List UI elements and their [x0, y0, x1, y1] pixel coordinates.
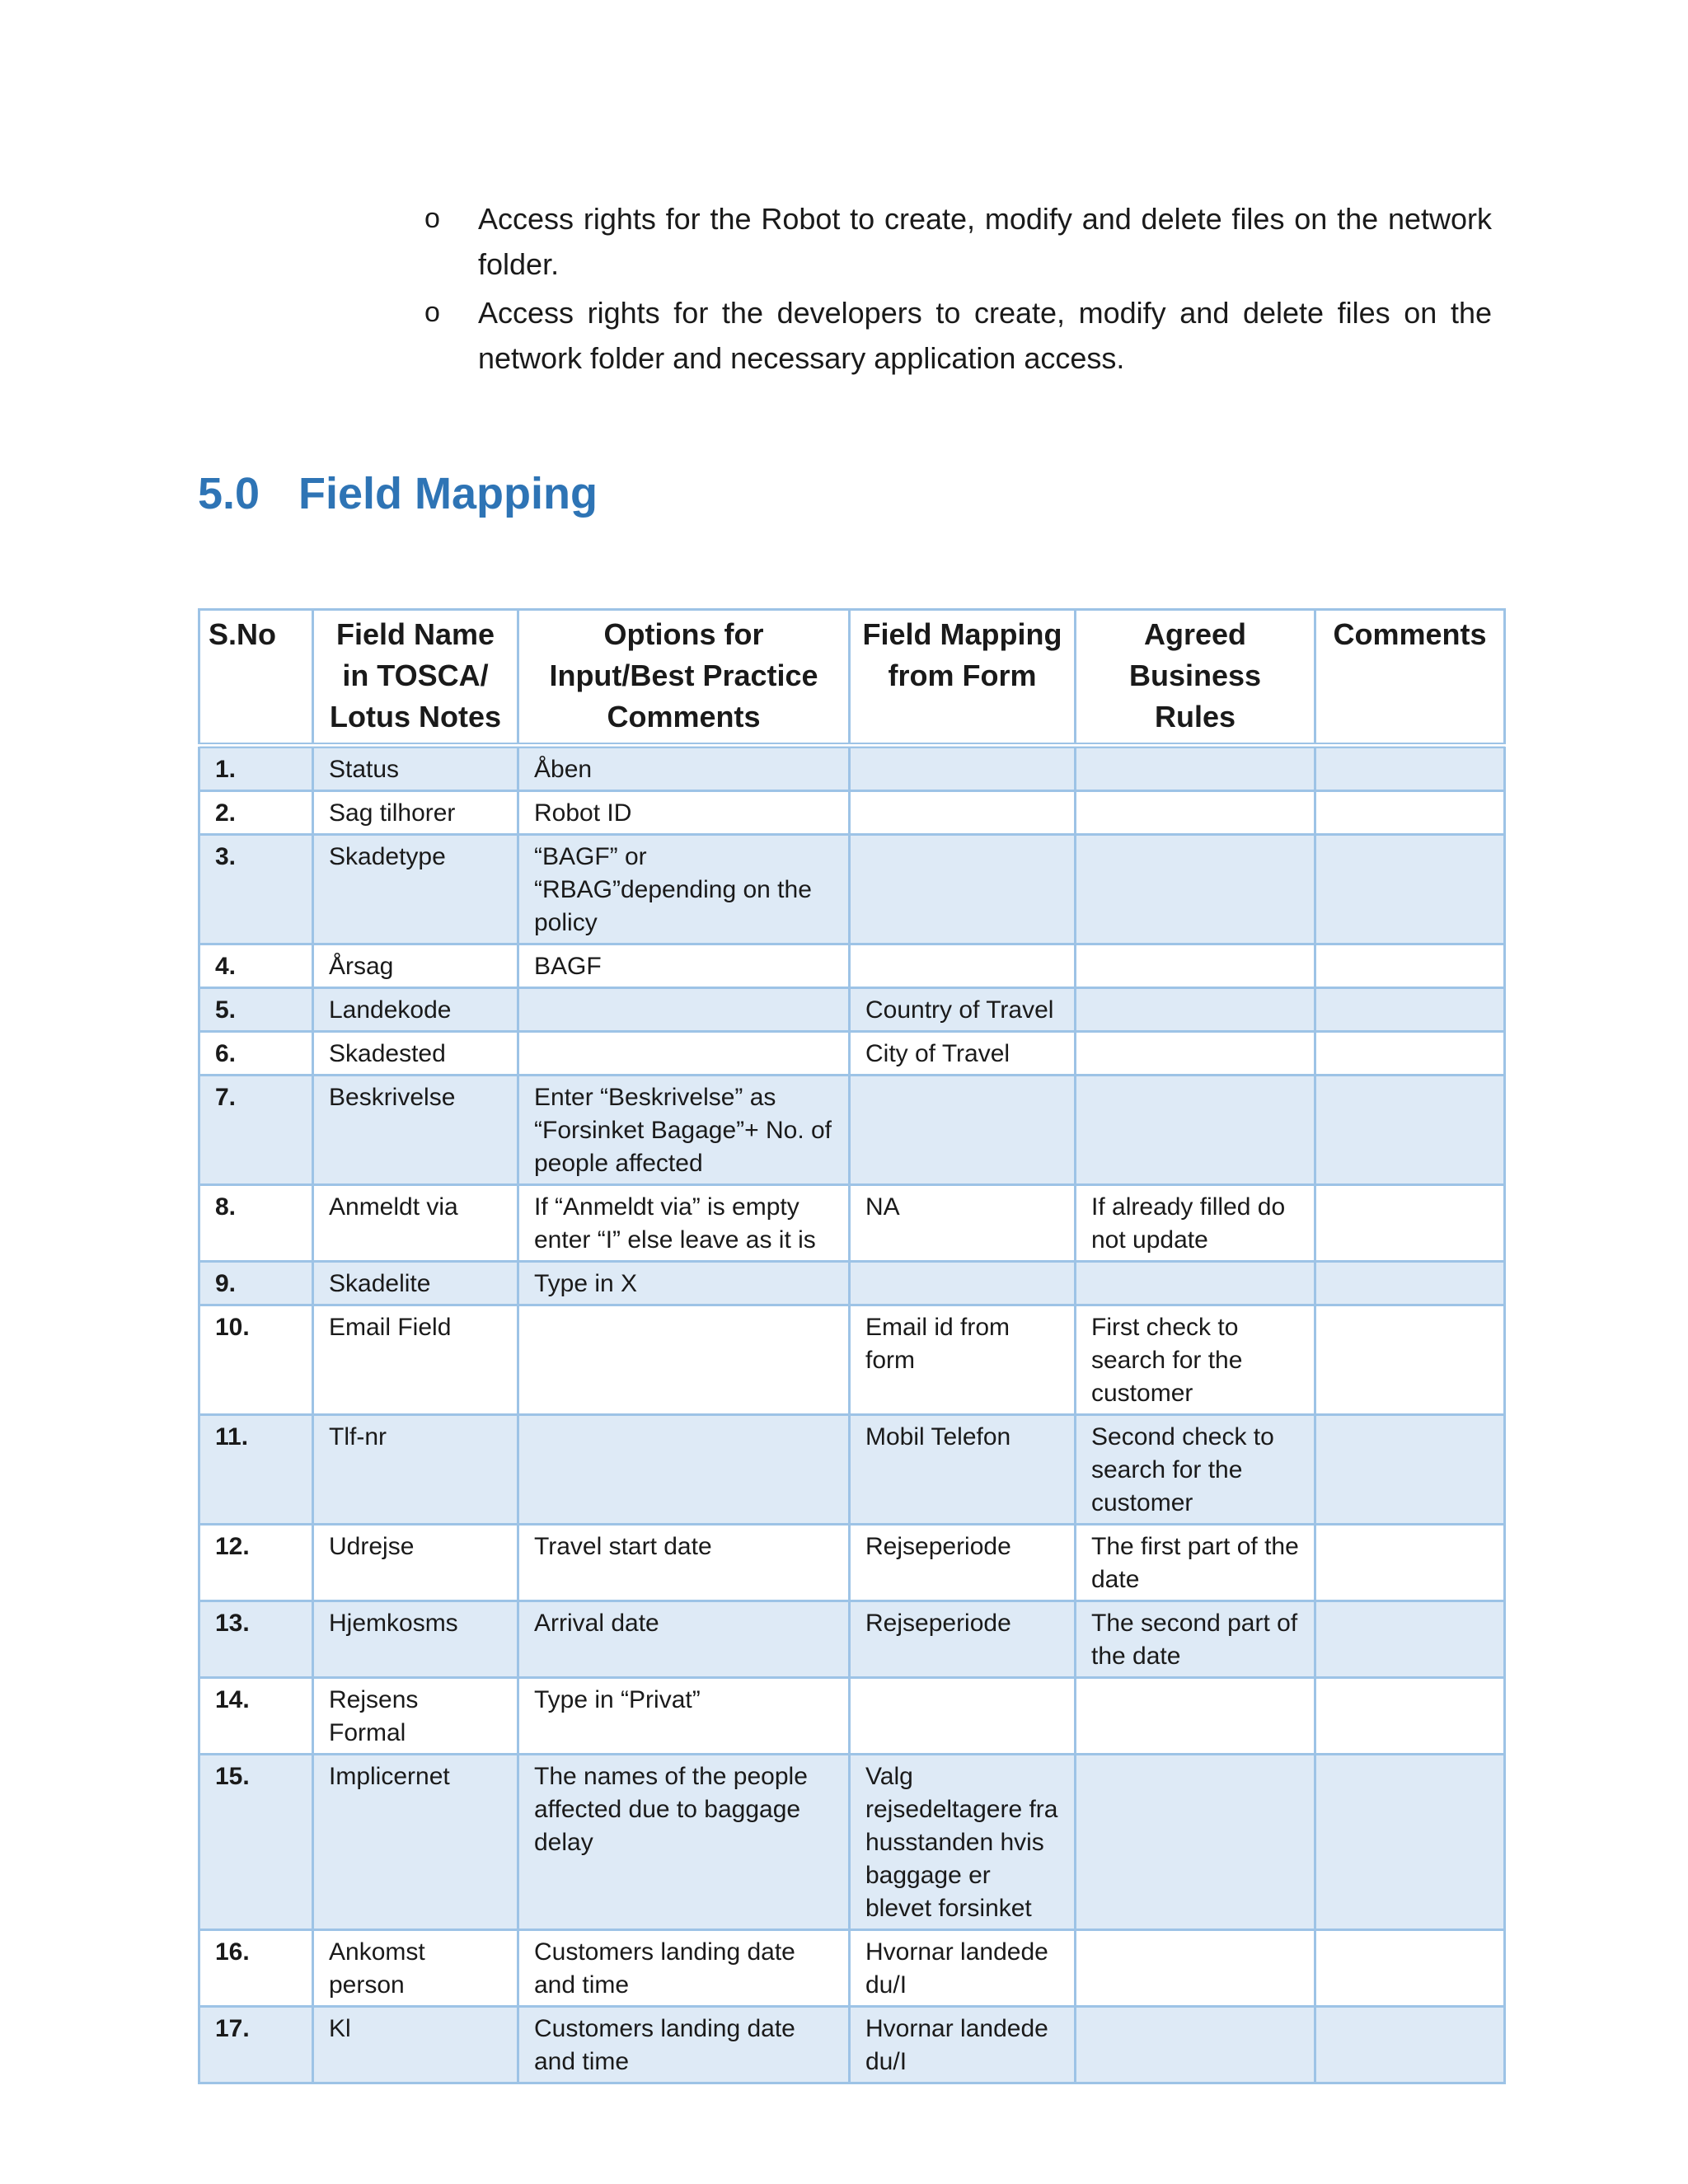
- cell-comments: [1315, 791, 1505, 835]
- cell-sno: 7.: [199, 1076, 313, 1185]
- cell-options: Travel start date: [518, 1525, 850, 1601]
- table-row: [199, 1678, 1505, 1755]
- table-row: [199, 1525, 1505, 1601]
- cell-field-mapping: [850, 1678, 1076, 1755]
- cell-field-mapping: [850, 1262, 1076, 1305]
- cell-options: [518, 1032, 850, 1076]
- table-row: [199, 746, 1505, 791]
- bullet-marker: o: [424, 297, 440, 328]
- table-row: [199, 791, 1505, 835]
- cell-field-name: Rejsens Formal: [313, 1678, 518, 1755]
- table-row: [199, 1076, 1505, 1185]
- cell-sno: 8.: [199, 1185, 313, 1262]
- cell-options: Type in X: [518, 1262, 850, 1305]
- cell-field-name: Landekode: [313, 988, 518, 1032]
- cell-sno: 11.: [199, 1415, 313, 1525]
- cell-field-mapping: NA: [850, 1185, 1076, 1262]
- cell-sno: 9.: [199, 1262, 313, 1305]
- cell-sno: 2.: [199, 791, 313, 835]
- cell-sno: 16.: [199, 1930, 313, 2007]
- table-row: [199, 1305, 1505, 1415]
- cell-sno: 15.: [199, 1755, 313, 1930]
- cell-options: [518, 1305, 850, 1415]
- cell-comments: [1315, 988, 1505, 1032]
- cell-comments: [1315, 746, 1505, 791]
- cell-field-mapping: Valg rejsedeltagere fra husstanden hvis baggage er blevet forsinket: [850, 1755, 1076, 1930]
- cell-comments: [1315, 1076, 1505, 1185]
- cell-field-mapping: Mobil Telefon: [850, 1415, 1076, 1525]
- cell-options: Customers landing date and time: [518, 1930, 850, 2007]
- cell-options: [518, 988, 850, 1032]
- cell-options: [518, 1415, 850, 1525]
- cell-comments: [1315, 944, 1505, 988]
- table-row: [199, 1262, 1505, 1305]
- section-number: 5.0: [198, 469, 260, 518]
- cell-field-name: Årsag: [313, 944, 518, 988]
- cell-field-name: Implicernet: [313, 1755, 518, 1930]
- cell-field-name: Anmeldt via: [313, 1185, 518, 1262]
- cell-sno: 4.: [199, 944, 313, 988]
- cell-options: Customers landing date and time: [518, 2007, 850, 2083]
- cell-business-rules: [1076, 791, 1315, 835]
- cell-business-rules: [1076, 835, 1315, 944]
- cell-options: “BAGF” or “RBAG”depending on the policy: [518, 835, 850, 944]
- cell-field-name: Skadested: [313, 1032, 518, 1076]
- field-mapping-table: [198, 608, 1506, 2084]
- cell-sno: 3.: [199, 835, 313, 944]
- cell-field-mapping: [850, 1076, 1076, 1185]
- cell-field-name: Hjemkosms: [313, 1601, 518, 1678]
- cell-field-name: Sag tilhorer: [313, 791, 518, 835]
- table-row: [199, 835, 1505, 944]
- cell-business-rules: [1076, 988, 1315, 1032]
- cell-sno: 14.: [199, 1678, 313, 1755]
- section-heading: [198, 468, 598, 519]
- cell-field-name: Email Field: [313, 1305, 518, 1415]
- cell-business-rules: Second check to search for the customer: [1076, 1415, 1315, 1525]
- cell-sno: 5.: [199, 988, 313, 1032]
- bullet-item: [424, 290, 1492, 381]
- header-sno: S.No: [199, 610, 313, 746]
- table-row: [199, 1755, 1505, 1930]
- access-rights-list: [424, 196, 1492, 384]
- cell-options: Åben: [518, 746, 850, 791]
- cell-options: If “Anmeldt via” is empty enter “I” else leave as it is: [518, 1185, 850, 1262]
- table-row: [199, 1032, 1505, 1076]
- bullet-marker: o: [424, 203, 440, 234]
- cell-field-mapping: [850, 791, 1076, 835]
- cell-sno: 10.: [199, 1305, 313, 1415]
- cell-field-mapping: Hvornar landede du/I: [850, 2007, 1076, 2083]
- cell-comments: [1315, 1930, 1505, 2007]
- header-field-name: Field Name in TOSCA/ Lotus Notes: [313, 610, 518, 746]
- cell-business-rules: [1076, 746, 1315, 791]
- cell-business-rules: The second part of the date: [1076, 1601, 1315, 1678]
- table-row: [199, 944, 1505, 988]
- cell-business-rules: [1076, 944, 1315, 988]
- cell-options: Enter “Beskrivelse” as “Forsinket Bagage”+ No. of people affected: [518, 1076, 850, 1185]
- cell-field-mapping: Rejseperiode: [850, 1525, 1076, 1601]
- cell-sno: 17.: [199, 2007, 313, 2083]
- cell-field-mapping: Hvornar landede du/I: [850, 1930, 1076, 2007]
- cell-field-mapping: [850, 835, 1076, 944]
- cell-field-name: Status: [313, 746, 518, 791]
- cell-comments: [1315, 2007, 1505, 2083]
- table-header-row: [199, 610, 1505, 746]
- cell-field-mapping: Email id from form: [850, 1305, 1076, 1415]
- cell-field-mapping: [850, 746, 1076, 791]
- cell-options: The names of the people affected due to baggage delay: [518, 1755, 850, 1930]
- cell-field-name: Skadelite: [313, 1262, 518, 1305]
- cell-options: BAGF: [518, 944, 850, 988]
- cell-comments: [1315, 1525, 1505, 1601]
- table-row: [199, 1930, 1505, 2007]
- cell-comments: [1315, 1755, 1505, 1930]
- cell-field-mapping: Rejseperiode: [850, 1601, 1076, 1678]
- cell-field-name: Ankomst person: [313, 1930, 518, 2007]
- cell-business-rules: [1076, 1678, 1315, 1755]
- header-comments: Comments: [1315, 610, 1505, 746]
- cell-options: Arrival date: [518, 1601, 850, 1678]
- cell-business-rules: [1076, 1755, 1315, 1930]
- cell-comments: [1315, 1185, 1505, 1262]
- cell-comments: [1315, 1601, 1505, 1678]
- cell-business-rules: [1076, 2007, 1315, 2083]
- cell-field-name: Kl: [313, 2007, 518, 2083]
- header-options: Options for Input/Best Practice Comments: [518, 610, 850, 746]
- cell-field-name: Skadetype: [313, 835, 518, 944]
- bullet-text: Access rights for the developers to create, modify and delete files on the network folder and necessary application access.: [478, 296, 1492, 375]
- table-row: [199, 1185, 1505, 1262]
- cell-comments: [1315, 1262, 1505, 1305]
- cell-business-rules: [1076, 1262, 1315, 1305]
- cell-comments: [1315, 835, 1505, 944]
- section-title: Field Mapping: [298, 469, 598, 518]
- cell-field-name: Beskrivelse: [313, 1076, 518, 1185]
- cell-sno: 12.: [199, 1525, 313, 1601]
- bullet-text: Access rights for the Robot to create, modify and delete files on the network folder.: [478, 202, 1492, 281]
- cell-field-mapping: City of Travel: [850, 1032, 1076, 1076]
- bullet-item: [424, 196, 1492, 287]
- cell-business-rules: [1076, 1930, 1315, 2007]
- cell-business-rules: The first part of the date: [1076, 1525, 1315, 1601]
- header-field-mapping: Field Mapping from Form: [850, 610, 1076, 746]
- cell-options: Robot ID: [518, 791, 850, 835]
- cell-field-mapping: [850, 944, 1076, 988]
- table-row: [199, 988, 1505, 1032]
- cell-comments: [1315, 1305, 1505, 1415]
- table-body: [199, 746, 1505, 2083]
- table-row: [199, 1415, 1505, 1525]
- cell-business-rules: [1076, 1032, 1315, 1076]
- cell-field-name: Udrejse: [313, 1525, 518, 1601]
- cell-comments: [1315, 1415, 1505, 1525]
- cell-sno: 13.: [199, 1601, 313, 1678]
- cell-comments: [1315, 1032, 1505, 1076]
- cell-field-mapping: Country of Travel: [850, 988, 1076, 1032]
- cell-options: Type in “Privat”: [518, 1678, 850, 1755]
- cell-business-rules: If already filled do not update: [1076, 1185, 1315, 1262]
- cell-sno: 1.: [199, 746, 313, 791]
- cell-business-rules: [1076, 1076, 1315, 1185]
- cell-business-rules: First check to search for the customer: [1076, 1305, 1315, 1415]
- table-row: [199, 2007, 1505, 2083]
- cell-comments: [1315, 1678, 1505, 1755]
- table-row: [199, 1601, 1505, 1678]
- header-business-rules: Agreed Business Rules: [1076, 610, 1315, 746]
- cell-field-name: Tlf-nr: [313, 1415, 518, 1525]
- cell-sno: 6.: [199, 1032, 313, 1076]
